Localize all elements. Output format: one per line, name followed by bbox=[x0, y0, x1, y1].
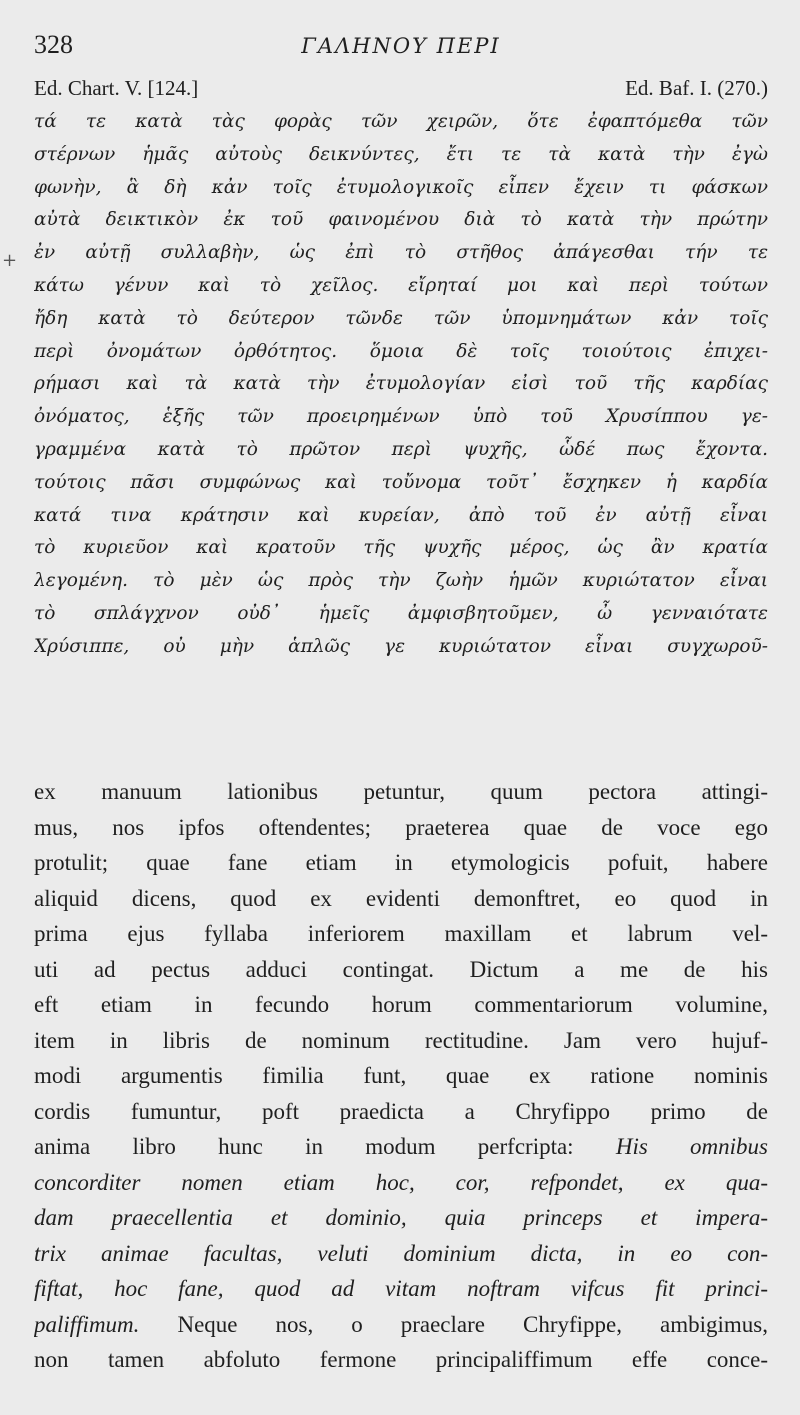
greek-line: λεγομένη. τὸ μὲν ὡς πρὸς τὴν ζωὴν ἡμῶν κυριώτατον εἶναι bbox=[34, 570, 768, 592]
greek-line: τούτοις πᾶσι συμφώνως καὶ τοὔνομα τοῦτ᾽ ἔσχηκεν ἡ καρδία bbox=[34, 471, 768, 493]
latin-line bbox=[34, 1271, 768, 1307]
latin-line bbox=[34, 810, 768, 846]
latin-roman-text: item in libris de nominum rectitudine. Jam vero hujuf- bbox=[34, 1027, 768, 1053]
latin-italic-quote: dam praecellentia et dominio, quia princeps et impera- bbox=[34, 1205, 768, 1230]
latin-line bbox=[34, 881, 768, 917]
edition-basel: Ed. Baf. I. (270.) bbox=[625, 76, 768, 100]
edition-line bbox=[34, 76, 768, 104]
latin-roman-text: prima ejus fyllaba inferiorem maxillam et labrum vel- bbox=[34, 921, 768, 946]
latin-roman-text: Neque nos, o praeclare Chryfippe, ambigimus, bbox=[177, 1311, 768, 1337]
page-header bbox=[34, 30, 768, 64]
running-title: ΓΑΛΗΝΟΥ ΠΕΡΙ bbox=[301, 34, 501, 58]
greek-line: γραμμένα κατὰ τὸ πρῶτον περὶ ψυχῆς, ὧδέ πως ἔχοντα. bbox=[34, 438, 768, 460]
latin-roman-text: non tamen abfoluto fermone principaliffimum effe conce- bbox=[34, 1347, 768, 1372]
latin-line bbox=[34, 845, 768, 881]
greek-line: φωνὴν, ἃ δὴ κἀν τοῖς ἐτυμολογικοῖς εἶπεν ἔχειν τι φάσκων bbox=[34, 176, 768, 198]
latin-line bbox=[34, 774, 768, 810]
latin-roman-text: ex manuum lationibus petuntur, quum pectora attingi- bbox=[34, 779, 768, 804]
greek-line: τά τε κατὰ τὰς φορὰς τῶν χειρῶν, ὅτε ἐφαπτόμεθα τῶν bbox=[34, 111, 768, 132]
greek-line: περὶ ὀνομάτων ὀρθότητος. ὅμοια δὲ τοῖς τοιούτοις ἐπιχει- bbox=[34, 340, 768, 362]
greek-line: αὐτὰ δεικτικὸν ἐκ τοῦ φαινομένου διὰ τὸ κατὰ τὴν πρώτην bbox=[34, 209, 768, 231]
latin-line bbox=[34, 1058, 768, 1094]
edition-chartier: Ed. Chart. V. [124.] bbox=[34, 76, 199, 100]
latin-roman-text: uti ad pectus adduci contingat. Dictum a me de his bbox=[34, 956, 768, 982]
margin-mark: + bbox=[2, 250, 18, 271]
latin-line bbox=[34, 1165, 768, 1201]
latin-line bbox=[34, 1307, 768, 1343]
latin-line bbox=[34, 1023, 768, 1059]
greek-line: ἐν αὐτῇ συλλαβὴν, ὡς ἐπὶ τὸ στῆθος ἀπάγεσθαι τήν τε bbox=[34, 242, 768, 264]
latin-roman-text: protulit; quae fane etiam in etymologicis pofuit, habere bbox=[34, 850, 768, 875]
latin-roman-text: mus, nos ipfos oftendentes; praeterea quae de voce ego bbox=[34, 814, 768, 840]
greek-line: στέρνων ἡμᾶς αὐτοὺς δεικνύντες, ἔτι τε τὰ κατὰ τὴν ἐγὼ bbox=[34, 143, 768, 165]
latin-italic-quote: paliffimum. bbox=[34, 1311, 178, 1337]
latin-line bbox=[34, 916, 768, 952]
latin-line bbox=[34, 1094, 768, 1130]
latin-italic-quote: trix animae facultas, veluti dominium dicta, in eo con- bbox=[34, 1240, 768, 1266]
latin-line bbox=[34, 1200, 768, 1236]
latin-line bbox=[34, 987, 768, 1023]
latin-roman-text: modi argumentis fimilia funt, quae ex ratione nominis bbox=[34, 1063, 768, 1088]
latin-roman-text: cordis fumuntur, poft praedicta a Chryfippo primo de bbox=[34, 1098, 768, 1124]
greek-line: κατά τινα κράτησιν καὶ κυρείαν, ἀπὸ τοῦ ἐν αὐτῇ εἶναι bbox=[34, 504, 768, 526]
latin-italic-quote: concorditer nomen etiam hoc, cor, refpondet, ex qua- bbox=[34, 1169, 768, 1195]
greek-line: ρήμασι καὶ τὰ κατὰ τὴν ἐτυμολογίαν εἰσὶ τοῦ τῆς καρδίας bbox=[34, 373, 768, 395]
latin-roman-text: aliquid dicens, quod ex evidenti demonftret, eo quod in bbox=[34, 885, 768, 911]
latin-translation-block bbox=[34, 774, 768, 1378]
latin-roman-text: eft etiam in fecundo horum commentariorum volumine, bbox=[34, 992, 768, 1017]
greek-line: τὸ κυριεῦον καὶ κρατοῦν τῆς ψυχῆς μέρος, ὡς ἂν κρατία bbox=[34, 537, 768, 559]
latin-line bbox=[34, 1342, 768, 1378]
greek-line: Χρύσιππε, οὐ μὴν ἁπλῶς γε κυριώτατον εἶναι συγχωροῦ- bbox=[34, 635, 768, 657]
greek-line: ἤδη κατὰ τὸ δεύτερον τῶνδε τῶν ὑπομνημάτων κἀν τοῖς bbox=[34, 307, 768, 329]
greek-line: ὀνόματος, ἑξῆς τῶν προειρημένων ὑπὸ τοῦ Χρυσίππου γε- bbox=[34, 406, 768, 428]
greek-line: τὸ σπλάγχνον οὐδ᾽ ἡμεῖς ἀμφισβητοῦμεν, ὦ γενναιότατε bbox=[34, 602, 768, 624]
latin-line bbox=[34, 1236, 768, 1272]
latin-italic-quote: His omnibus bbox=[615, 1134, 768, 1159]
greek-text-block bbox=[34, 106, 768, 664]
latin-roman-text: anima libro hunc in modum perfcripta: bbox=[34, 1134, 616, 1159]
latin-line bbox=[34, 952, 768, 988]
latin-line bbox=[34, 1129, 768, 1165]
page-number: 328 bbox=[34, 30, 73, 59]
greek-line: κάτω γένυν καὶ τὸ χεῖλος. εἴρηταί μοι καὶ περὶ τούτων bbox=[34, 274, 768, 296]
latin-italic-quote: fiftat, hoc fane, quod ad vitam noftram vifcus fit princi- bbox=[34, 1276, 768, 1301]
